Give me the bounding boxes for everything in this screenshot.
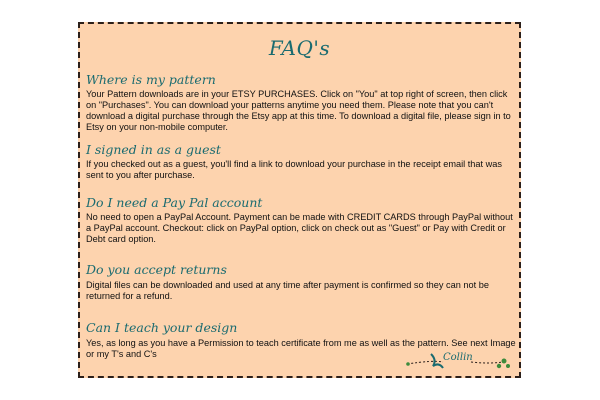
faq-answer-2: If you checked out as a guest, you'll find a link to download your purchase in the receipt email that was sent to you after purchase. bbox=[86, 159, 502, 180]
faq-question-1: Where is my pattern bbox=[86, 72, 216, 87]
faq-answer-1: Your Pattern downloads are in your ETSY PURCHASES. Click on "You" at top right of screen, then click on "Purchases". You can download your patterns anytime you need them. Please note that you can't download a digital purchase through the Etsy app at this time. To download a digital file, please sign in to Etsy on your non-mobile computer. bbox=[86, 89, 511, 132]
faq-question-5: Can I teach your design bbox=[86, 320, 238, 335]
faq-question-4: Do you accept returns bbox=[86, 262, 227, 277]
signature-text: Collin bbox=[443, 352, 473, 363]
faq-answer-4: Digital files can be downloaded and used at any time after payment is confirmed so they can not be returned for a refund. bbox=[86, 280, 489, 301]
faq-card bbox=[78, 22, 521, 378]
faq-title: FAQ's bbox=[268, 36, 331, 60]
faq-answer-3: No need to open a PayPal Account. Payment can be made with CREDIT CARDS through PayPal without a PayPal account. Checkout: click on PayPal option, click on check out as "Guest" or Pay with Credit or Debt card option. bbox=[86, 212, 513, 244]
faq-question-2: I signed in as a guest bbox=[86, 142, 221, 157]
faq-answer-5: Yes, as long as you have a Permission to teach certificate from me as well as the pattern. See next Image or my T's and C's bbox=[86, 338, 516, 359]
faq-question-3: Do I need a Pay Pal account bbox=[86, 195, 263, 210]
signature-logo bbox=[403, 346, 513, 372]
